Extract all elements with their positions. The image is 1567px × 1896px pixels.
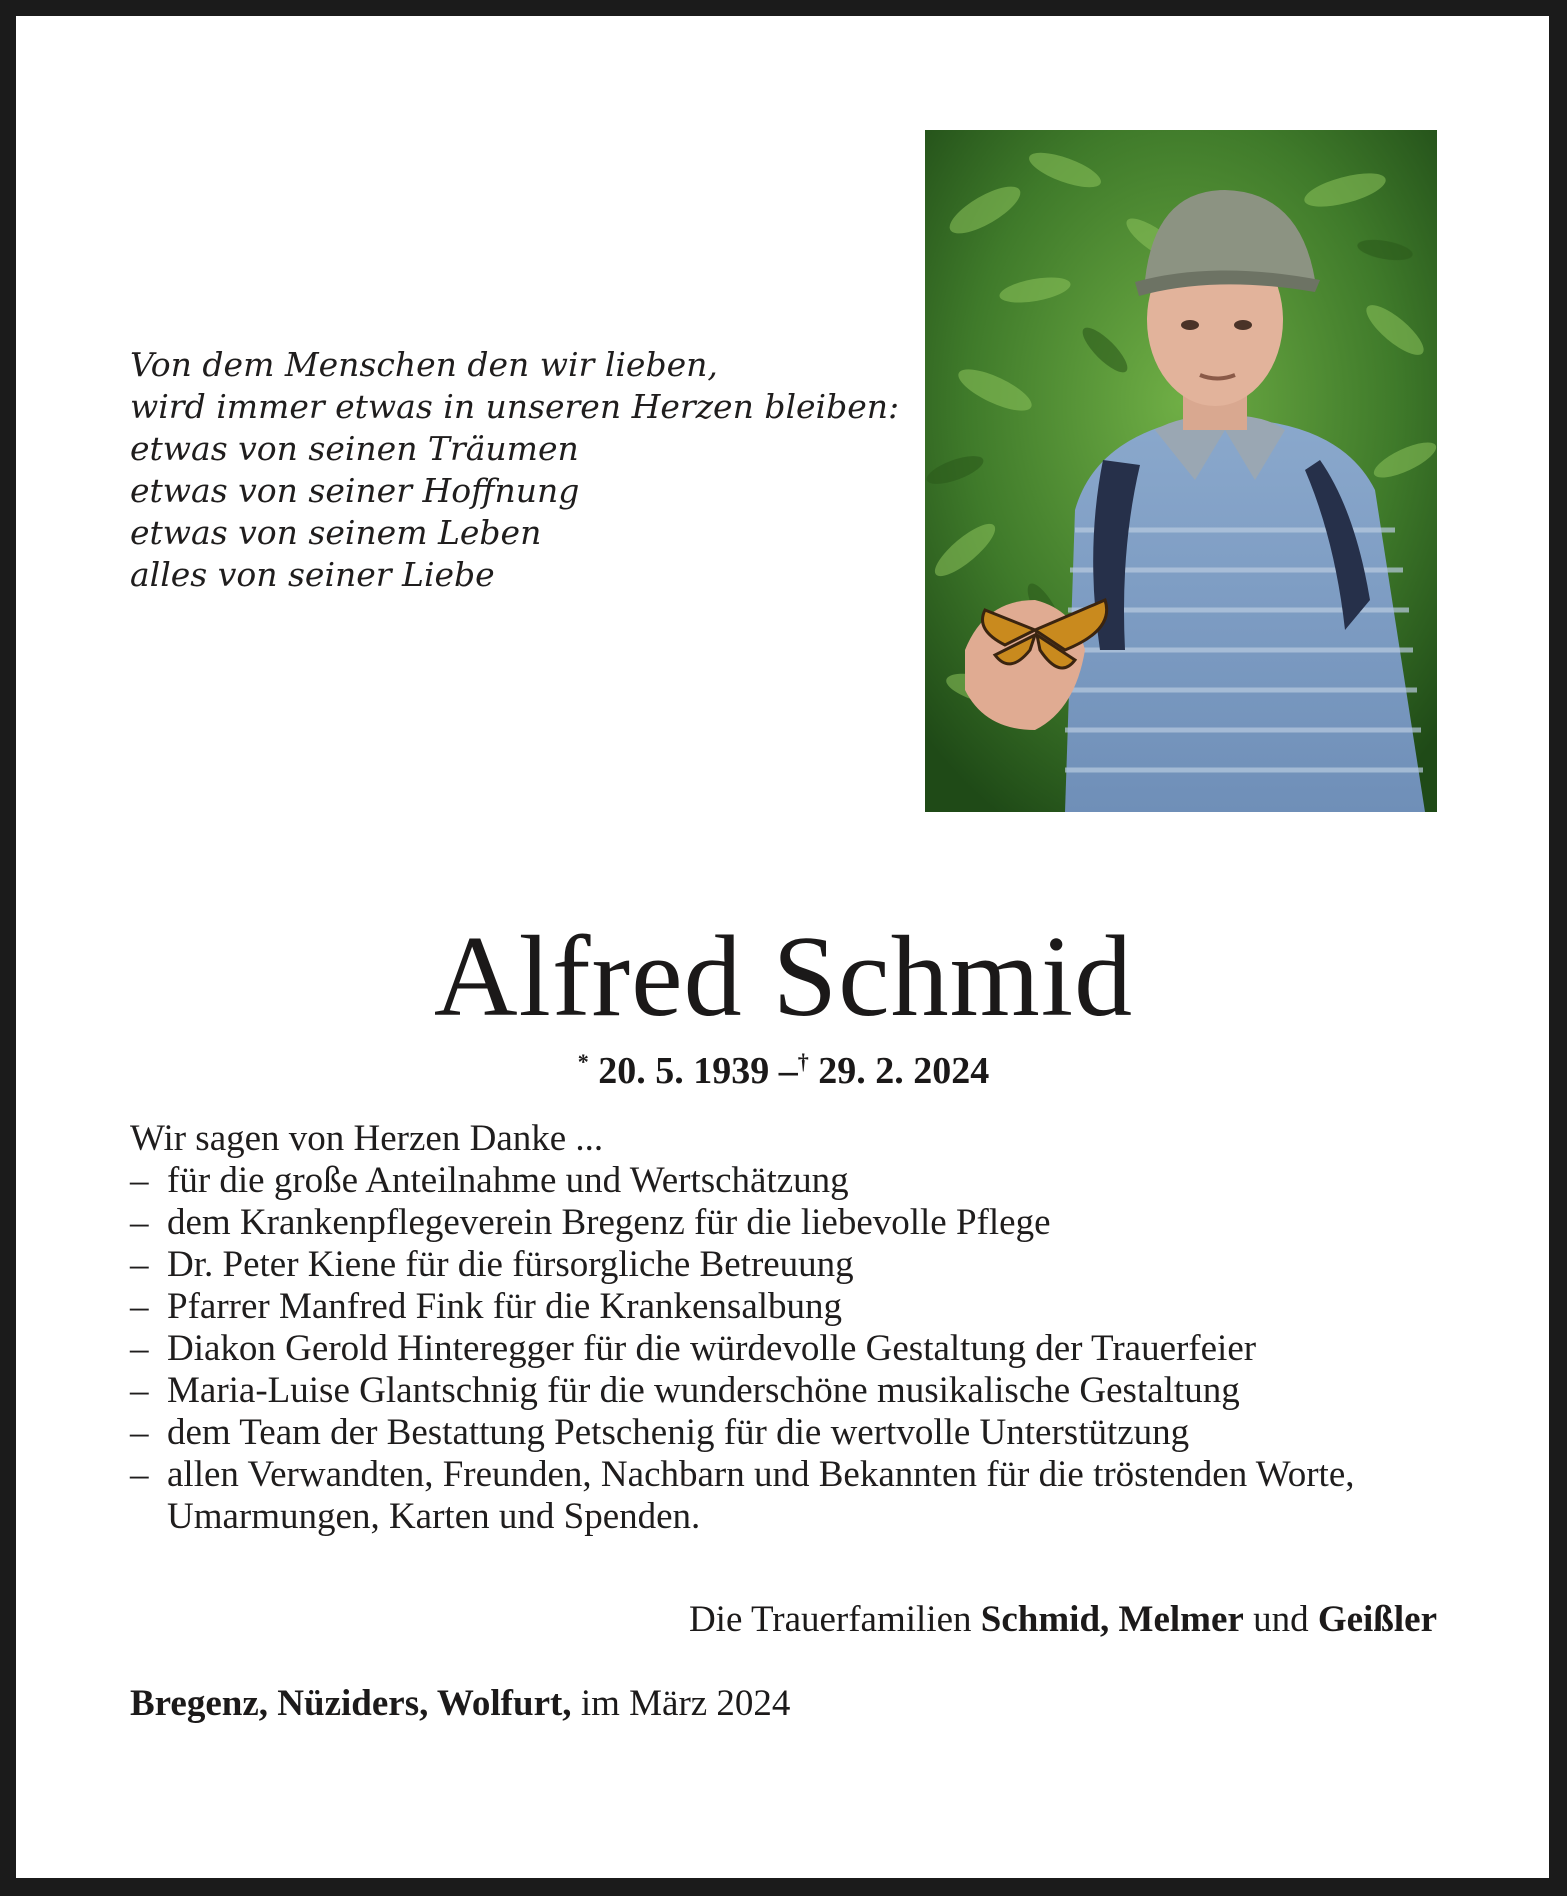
- list-item: [130, 1244, 1440, 1286]
- list-dash: –: [130, 1160, 149, 1201]
- list-dash: –: [130, 1286, 149, 1327]
- signature-prefix: Die Trauerfamilien: [688, 1599, 972, 1640]
- family-signature: [689, 1596, 1437, 1644]
- signature-families-a: Schmid, Melmer: [980, 1599, 1244, 1640]
- thanks-item-text: allen Verwandten, Freunden, Nachbarn und Bekannten für die tröstenden Worte, Umarmungen, Karten und Spenden.: [167, 1454, 1355, 1537]
- thanks-intro: Wir sagen von Herzen Danke ...: [130, 1118, 604, 1159]
- list-item: [130, 1370, 1440, 1412]
- thanks-item-text: Pfarrer Manfred Fink für die Krankensalbung: [167, 1286, 843, 1327]
- death-symbol: †: [797, 1049, 809, 1074]
- list-dash: –: [130, 1412, 149, 1453]
- thanks-item-text: für die große Anteilnahme und Wertschätzung: [167, 1160, 849, 1201]
- list-item: [130, 1454, 1440, 1538]
- list-item: [130, 1328, 1440, 1370]
- list-dash: –: [130, 1454, 149, 1495]
- list-dash: –: [130, 1370, 149, 1411]
- place-towns: Bregenz, Nüziders, Wolfurt,: [130, 1683, 572, 1724]
- thanks-item-text: Dr. Peter Kiene für die fürsorgliche Betreuung: [167, 1244, 854, 1285]
- thanks-item-text: Maria-Luise Glantschnig für die wunderschöne musikalische Gestaltung: [167, 1370, 1240, 1411]
- portrait-photo: [925, 130, 1437, 812]
- list-item: [130, 1412, 1440, 1454]
- list-dash: –: [130, 1202, 149, 1243]
- deceased-name: Alfred Schmid: [433, 913, 1134, 1041]
- life-dates: [0, 1036, 1567, 1097]
- date-separator: –: [778, 1050, 798, 1092]
- poem-line: etwas von seinem Leben: [130, 513, 542, 552]
- list-dash: –: [130, 1328, 149, 1369]
- place-and-date: [130, 1680, 790, 1728]
- signature-families-b: Geißler: [1317, 1599, 1437, 1640]
- thanks-section: [130, 1118, 1440, 1538]
- thanks-list: [130, 1160, 1440, 1538]
- list-item: [130, 1160, 1440, 1202]
- poem-line: etwas von seiner Hoffnung: [130, 471, 580, 510]
- thanks-item-text: dem Krankenpflegeverein Bregenz für die liebevolle Pflege: [167, 1202, 1051, 1243]
- list-dash: –: [130, 1244, 149, 1285]
- place-date: im März 2024: [580, 1683, 791, 1724]
- memorial-poem: [130, 344, 900, 596]
- birth-symbol: *: [577, 1049, 589, 1074]
- thanks-item-text: dem Team der Bestattung Petschenig für die wertvolle Unterstützung: [167, 1412, 1190, 1453]
- poem-line: wird immer etwas in unseren Herzen bleiben:: [130, 387, 900, 426]
- poem-line: etwas von seinen Träumen: [130, 429, 579, 468]
- poem-line: Von dem Menschen den wir lieben,: [130, 345, 718, 384]
- list-item: [130, 1202, 1440, 1244]
- birth-date: 20. 5. 1939: [598, 1050, 770, 1092]
- death-date: 29. 2. 2024: [818, 1050, 990, 1092]
- poem-line: alles von seiner Liebe: [130, 555, 495, 594]
- list-item: [130, 1286, 1440, 1328]
- thanks-item-text: Diakon Gerold Hinteregger für die würdevolle Gestaltung der Trauerfeier: [167, 1328, 1257, 1369]
- signature-connector: und: [1253, 1599, 1309, 1640]
